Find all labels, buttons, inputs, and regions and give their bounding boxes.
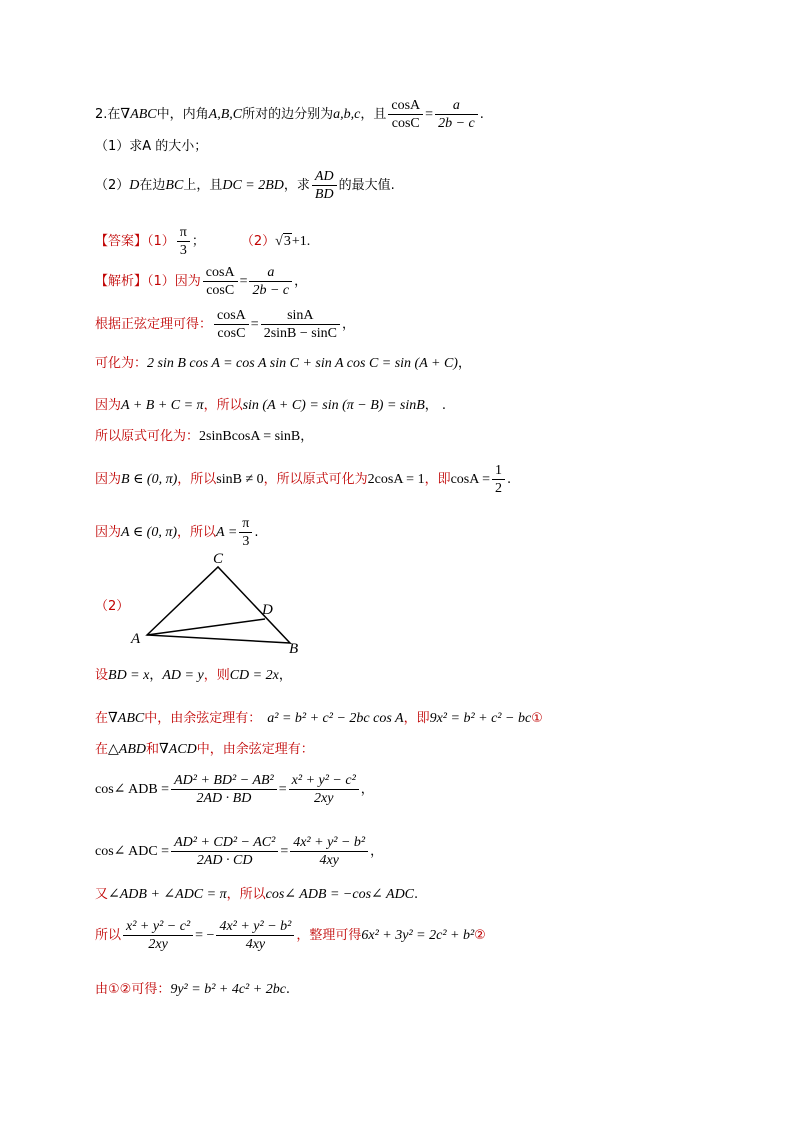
part2-line-3: 在△ABD和∇ACD中，由余弦定理有： [95, 742, 314, 757]
vertex-a-label: A [131, 631, 141, 647]
point-d-label: D [262, 602, 273, 618]
analysis-tag: 【解析】 [95, 274, 148, 289]
part2-line-4: cos∠ ADB = $\frac{\text{AD² + BD² − AB²}}{2AD \cdot BD}$ = $\frac{\text{x² + y² − c²}}{2xy}$ ， [95, 773, 374, 806]
part2-line-6: 又∠ADB + ∠ADC = π，所以cos∠ ADB = −cos∠ ADC. [95, 887, 419, 902]
problem-statement: 2.在∇ABC中，内角A,B,C所对的边分别为a,b,c，且 $\frac{\cos A}{\cos C}$ = $\frac{a}{2b - c}$ . [95, 98, 484, 131]
question-1: （1）求A 的大小； [95, 139, 208, 154]
problem-number: 2. [95, 107, 108, 122]
answer-tag: 【答案】 [95, 234, 148, 249]
given-fraction-right: $\frac{a}{2b - c}$ [435, 97, 478, 132]
part2-line-2: 在∇ABC中，由余弦定理有： a² = b² + c² − 2bc cos A，即9x² = b² + c² − bc① [95, 711, 543, 726]
analysis-line-2: 根据正弦定理可得： $\frac{\cos A}{\cos C}$ = $\frac{\sin A}{2\sin B - \sin C}$ ， [95, 308, 355, 341]
part2-line-8: 由①②可得：9y² = b² + 4c² + 2bc. [95, 982, 291, 997]
answer-line: 【答案】（1） $\frac{\pi}{3}$ ； （2）√3+1. [95, 225, 311, 258]
analysis-line-4: 因为A + B + C = π，所以sin (A + C) = sin (π − B) = sinB， . [95, 398, 447, 413]
vertex-c-label: C [213, 551, 224, 567]
part2-line-1: 设BD = x，AD = y，则CD = 2x， [95, 668, 292, 683]
given-fraction-left: $\frac{\cos A}{\cos C}$ [388, 97, 423, 132]
analysis-line-5: 所以原式可化为：2sinBcosA = sinB， [95, 429, 314, 444]
analysis-line-3: 可化为：2 sin B cos A = cos A sin C + sin A cos C = sin (A + C)， [95, 356, 471, 371]
segment-ad [147, 619, 265, 635]
analysis-line-7: 因为A ∈ (0, π)，所以A = $\frac{\pi}{3}$ . [95, 516, 259, 549]
analysis-line-1: 【解析】（1）因为 $\frac{\cos A}{\cos C}$ = $\frac{a}{2b - c}$ ， [95, 265, 308, 298]
part2-line-5: cos∠ ADC = $\frac{\text{AD² + CD² − AC²}}{2AD \cdot CD}$ = $\frac{\text{4x² + y² − b²}}{4xy}$ ， [95, 835, 384, 868]
question-2: （2）D在边BC上，且DC = 2BD，求 $\frac{AD}{BD}$ 的最大值. [95, 169, 395, 202]
analysis-line-6: 因为B ∈ (0, π)，所以sinB ≠ 0，所以原式可化为2cosA = 1，即cosA = $\frac{1}{2}$ . [95, 463, 512, 496]
part2-line-7: 所以 $\frac{\text{x² + y² − c²}}{2xy}$ = − $\frac{\text{4x² + y² − b²}}{4xy}$ ，整理可得6x² + 3y² = 2c² + b²② [95, 919, 486, 952]
vertex-b-label: B [289, 641, 299, 657]
triangle-figure [125, 548, 315, 658]
part-2-label: （2） [95, 599, 130, 614]
answer-1-fraction: $\frac{\pi}{3}$ [177, 224, 190, 259]
q2-fraction: $\frac{AD}{BD}$ [312, 168, 337, 203]
